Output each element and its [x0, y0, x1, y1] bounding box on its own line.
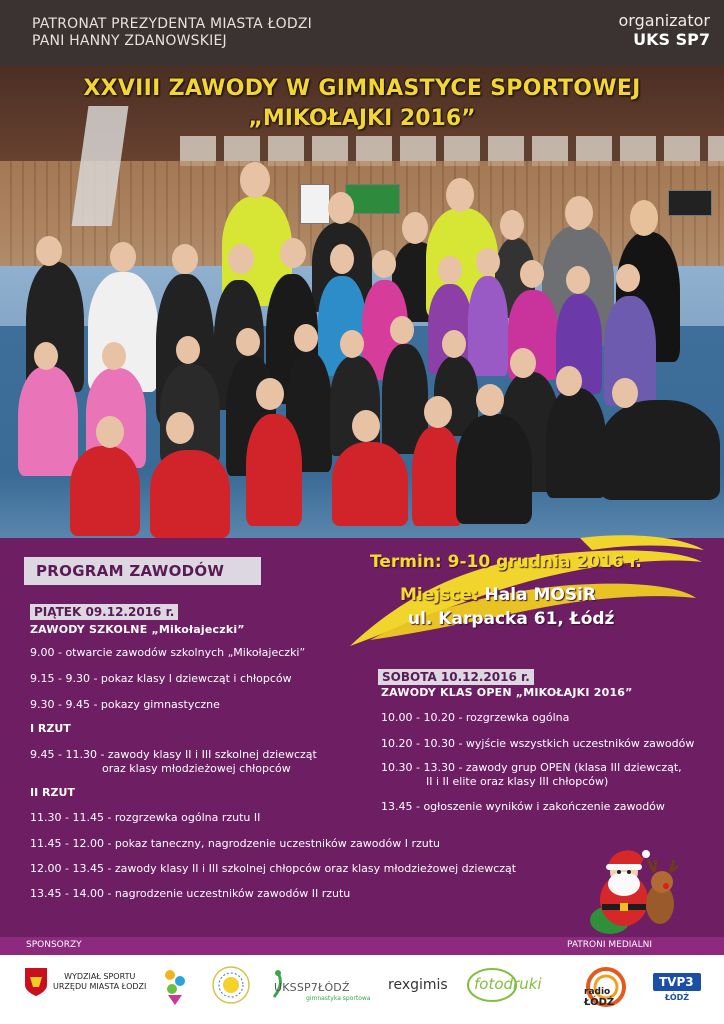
rzut-2-item: 11.45 - 12.00 - pokaz taneczny, nagrodzenie uczestników zawodów I rzutu: [30, 837, 440, 850]
competition-title-line2: „MIKOŁAJKI 2016”: [248, 106, 476, 131]
rzut-1-item: 9.45 - 11.30 - zawody klasy II i III szkolnej dziewcząt: [30, 748, 317, 761]
rzut-2-item: 12.00 - 13.45 - zawody klasy II i III szkolnej chłopców oraz klasy młodzieżowej dziewcząt: [30, 862, 517, 875]
rzut-2-item: 13.45 - 14.00 - nagrodzenie uczestników zawodów II rzutu: [30, 887, 351, 900]
rzut-1-item: oraz klasy młodzieżowej chłopców: [102, 762, 291, 775]
fotodruki-logo: fotodruki: [466, 967, 546, 1003]
venue-name: Hala MOSiR: [478, 585, 596, 605]
santa-reindeer-illustration: [584, 842, 680, 938]
event-address: ul. Karpacka 61, Łódź: [408, 609, 615, 629]
rzut-1-heading: I RZUT: [30, 722, 71, 735]
program-heading-box: [24, 557, 261, 585]
tvp3-lodz-logo: TVP3 ŁÓDŹ: [653, 973, 701, 991]
rzut-2-heading: II RZUT: [30, 786, 75, 799]
saturday-item: 10.20 - 10.30 - wyjście wszystkich uczestników zawodów: [381, 737, 695, 750]
saturday-item: II i II elite oraz klasy III chłopców): [426, 775, 609, 788]
friday-item: 9.00 - otwarcie zawodów szkolnych „Mikołajeczki”: [30, 646, 306, 659]
rzut-2-item: 11.30 - 11.45 - rozgrzewka ogólna rzutu II: [30, 811, 261, 824]
friday-item: 9.15 - 9.30 - pokaz klasy I dziewcząt i chłopców: [30, 672, 292, 685]
sponsors-label: SPONSORZY: [26, 940, 82, 950]
school-sun-logo-icon: [211, 965, 251, 1005]
organizer-label: organizator: [618, 11, 710, 30]
radio-lodz-logo: radio ŁÓDŹ: [578, 965, 634, 1013]
venue-label: Miejsce:: [400, 585, 479, 605]
event-venue: [400, 585, 596, 605]
wydzial-sportu-logo: WYDZIAŁ SPORTU URZĘDU MIASTA ŁODZI: [53, 972, 147, 991]
competition-title-line1: XXVIII ZAWODY W GIMNASTYCE SPORTOWEJ: [83, 76, 641, 101]
patronat-line2: PANI HANNY ZDANOWSKIEJ: [32, 33, 227, 49]
event-date: Termin: 9-10 grudnia 2016 r.: [370, 552, 642, 572]
patronat-line1: PATRONAT PREZYDENTA MIASTA ŁODZI: [32, 16, 313, 32]
saturday-item: 10.30 - 13.30 - zawody grup OPEN (klasa III dziewcząt,: [381, 761, 682, 774]
friday-item: 9.30 - 9.45 - pokazy gimnastyczne: [30, 698, 220, 711]
sponsors-bar: [0, 937, 724, 955]
rexgimis-logo: rexgimis: [388, 977, 448, 993]
organizer-name: UKS SP7: [633, 30, 710, 49]
saturday-date-tag: SOBOTA 10.12.2016 r.: [378, 669, 534, 685]
program-heading: PROGRAM ZAWODÓW: [36, 562, 225, 580]
sponsor-logos-strip: WYDZIAŁ SPORTU URZĘDU MIASTA ŁODZI UKSSP7ŁÓDŹ gimnastyka sportowa rexgimis fotodruki radio ŁÓDŹ TVP3 ŁÓDŹ: [0, 955, 724, 1024]
lodz-coat-of-arms-icon: [24, 967, 48, 997]
organizer-block: [619, 12, 710, 50]
media-patrons-label: PATRONI MEDIALNI: [567, 940, 652, 950]
header-bar: [0, 0, 724, 66]
saturday-item: 13.45 - ogłoszenie wyników i zakończenie zawodów: [381, 800, 665, 813]
friday-subtitle: ZAWODY SZKOLNE „Mikołajeczki”: [30, 623, 245, 636]
saturday-subtitle: ZAWODY KLAS OPEN „MIKOŁAJKI 2016”: [381, 686, 633, 699]
patronat-block: [32, 16, 312, 50]
saturday-item: 10.00 - 10.20 - rozgrzewka ogólna: [381, 711, 570, 724]
friday-date-tag: PIĄTEK 09.12.2016 r.: [30, 604, 178, 620]
colorful-figure-logo-icon: [160, 967, 190, 1007]
group-photo: [0, 66, 724, 538]
